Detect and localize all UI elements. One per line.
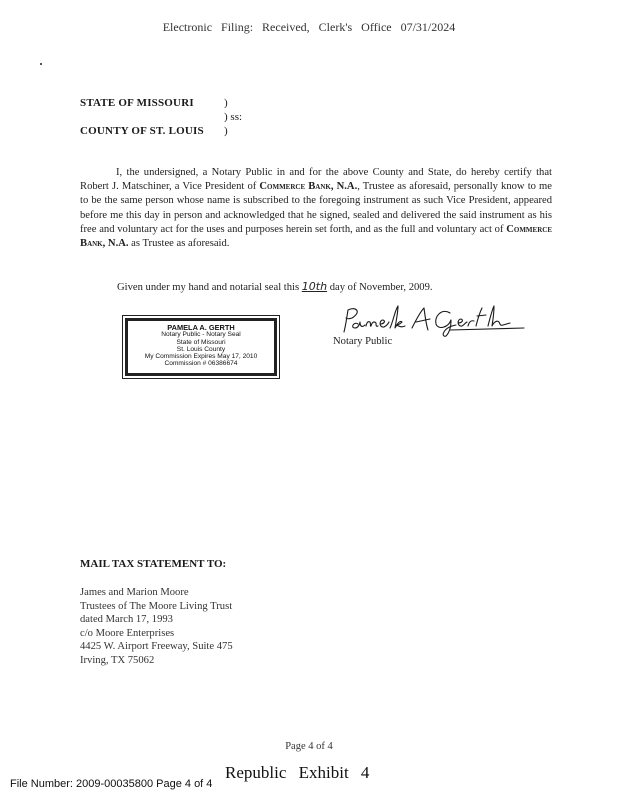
address-line-5: 4425 W. Airport Freeway, Suite 475 xyxy=(80,641,233,653)
given-line xyxy=(117,280,433,293)
notary-stamp xyxy=(125,318,277,376)
file-number: File Number: 2009-00035800 Page 4 of 4 xyxy=(10,778,213,790)
address-line-2: Trustees of The Moore Living Trust xyxy=(80,600,233,612)
venue-ss: ) ss: xyxy=(224,111,243,123)
mail-heading: MAIL TAX STATEMENT TO: xyxy=(80,558,227,570)
address-line-6: Irving, TX 75062 xyxy=(80,654,155,666)
bank-name-1: Commerce Bank, N.A. xyxy=(259,181,358,193)
stamp-line-3: St. Louis County xyxy=(176,345,226,353)
exhibit-label: Republic Exhibit 4 xyxy=(225,763,370,782)
certification-paragraph xyxy=(80,166,552,251)
stamp-line-2: State of Missouri xyxy=(176,338,226,346)
address-line-4: c/o Moore Enterprises xyxy=(80,627,175,639)
stamp-line-5: Commission # 06386674 xyxy=(164,360,238,368)
venue-paren-1: ) xyxy=(224,97,228,109)
given-day: 10th xyxy=(301,280,328,293)
bank-name-2: Commerce Bank, N.A. xyxy=(80,223,552,250)
certification-part-3: as Trustee as aforesaid. xyxy=(128,238,230,250)
venue-paren-2: ) xyxy=(224,125,228,137)
filing-header: Electronic Filing: Received, Clerk's Office 07/31/2024 xyxy=(162,20,456,34)
notary-public-label: Notary Public xyxy=(333,336,393,347)
page-number: Page 4 of 4 xyxy=(285,741,333,752)
stamp-name: PAMELA A. GERTH xyxy=(167,323,235,332)
certification-part-2: , Trustee as aforesaid, personally know to me to be the same person whose name is subscribed to the foregoing instrument as such Vice President, appeared before me this day in person and acknowledged that he signed, sealed and delivered the said instrument as his free and voluntary act for the uses and purposes herein set forth, and as the full and voluntary act of xyxy=(80,181,552,235)
stamp-line-1: Notary Public - Notary Seal xyxy=(161,331,241,339)
scan-speck xyxy=(40,63,42,65)
mail-address xyxy=(80,586,233,668)
certification-part-1: I, the undersigned, a Notary Public in and for the above County and State, do hereby certify that Robert J. Matschiner, a Vice President of xyxy=(80,167,552,193)
address-line-1: James and Marion Moore xyxy=(80,587,189,598)
stamp-line-4: My Commission Expires May 17, 2010 xyxy=(144,353,258,361)
given-before: Given under my hand and notarial seal this xyxy=(117,282,302,293)
notary-signature xyxy=(338,304,528,338)
venue-county: COUNTY OF ST. LOUIS xyxy=(80,125,204,137)
given-after: day of November, 2009. xyxy=(327,282,433,293)
address-line-3: dated March 17, 1993 xyxy=(80,614,173,626)
venue-state: STATE OF MISSOURI xyxy=(80,97,194,109)
